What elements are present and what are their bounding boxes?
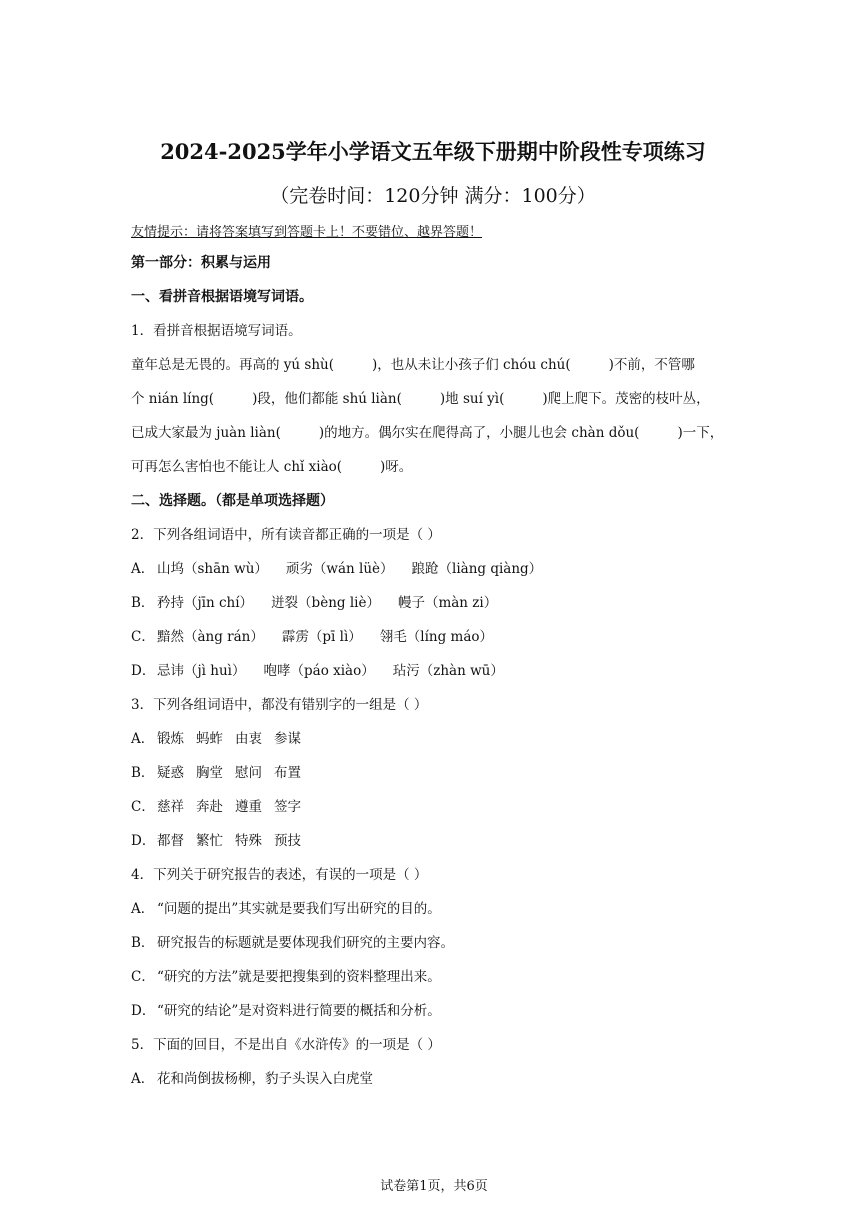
question-2-stem: 2．下列各组词语中，所有读音都正确的一项是（ ） <box>131 527 441 543</box>
question-1-passage-line-4: 可再怎么害怕也不能让人 chǐ xiào( )呀。 <box>131 459 413 475</box>
question-5-option-a[interactable]: A． 花和尚倒拔杨柳，豹子头误入白虎堂 <box>131 1071 373 1087</box>
exam-content <box>131 132 735 1096</box>
question-2-option-b[interactable]: B． 矜持（jīn chí） 迸裂（bèng liè） 幔子（màn zi） <box>131 595 498 611</box>
question-4-option-c[interactable]: C． “研究的方法”就是要把搜集到的资料整理出来。 <box>131 969 441 985</box>
page-title: 2024-2025学年小学语文五年级下册期中阶段性专项练习 <box>160 139 706 164</box>
question-3-option-b[interactable]: B． 疑惑 胸堂 慰问 布置 <box>131 765 301 781</box>
question-2-option-c[interactable]: C． 黯然（àng rán） 霹雳（pī lì） 翎毛（líng máo） <box>131 629 494 645</box>
section1-title: 一、看拼音根据语境写词语。 <box>131 289 313 305</box>
question-3-stem: 3．下列各组词语中，都没有错别字的一组是（ ） <box>131 697 428 713</box>
question-1-passage-line-2: 个 nián líng( )段，他们都能 shú liàn( )地 suí yì( )爬上爬下。茂密的枝叶丛， <box>131 391 710 407</box>
question-1-passage-line-1: 童年总是无畏的。再高的 yú shù( )，也从未让小孩子们 chóu chú( )不前，不管哪 <box>131 357 695 373</box>
question-1-stem: 1．看拼音根据语境写词语。 <box>131 323 302 339</box>
part1-title: 第一部分：积累与运用 <box>131 255 271 271</box>
page-footer: 试卷第1页，共6页 <box>380 1179 488 1194</box>
question-1-passage-line-3: 已成大家最为 juàn liàn( )的地方。偶尔实在爬得高了，小腿儿也会 chàn dǒu( )一下， <box>131 425 724 441</box>
question-3-option-c[interactable]: C． 慈祥 奔赴 遵重 签字 <box>131 799 301 815</box>
question-4-option-b[interactable]: B． 研究报告的标题就是要体现我们研究的主要内容。 <box>131 935 454 951</box>
exam-info: （完卷时间：120分钟 满分：100分） <box>270 185 596 207</box>
question-3-option-a[interactable]: A． 锻炼 蚂蚱 由衷 参谋 <box>131 731 301 747</box>
question-4-option-d[interactable]: D． “研究的结论”是对资料进行简要的概括和分析。 <box>131 1003 441 1019</box>
friendly-notice: 友情提示：请将答案填写到答题卡上！不要错位、越界答题！ <box>131 225 483 240</box>
question-2-option-a[interactable]: A． 山坞（shān wù） 顽劣（wán lüè） 踉跄（liàng qiàng） <box>131 561 543 577</box>
question-3-option-d[interactable]: D． 都督 繁忙 特殊 预技 <box>131 833 301 849</box>
question-5-stem: 5．下面的回目，不是出自《水浒传》的一项是（ ） <box>131 1037 441 1053</box>
question-2-option-d[interactable]: D． 忌讳（jì huì） 咆哮（páo xiào） 玷污（zhàn wū） <box>131 663 504 679</box>
section2-title: 二、选择题。（都是单项选择题） <box>131 493 334 509</box>
question-4-stem: 4．下列关于研究报告的表述，有误的一项是（ ） <box>131 867 428 883</box>
question-4-option-a[interactable]: A． “问题的提出”其实就是要我们写出研究的目的。 <box>131 901 441 917</box>
